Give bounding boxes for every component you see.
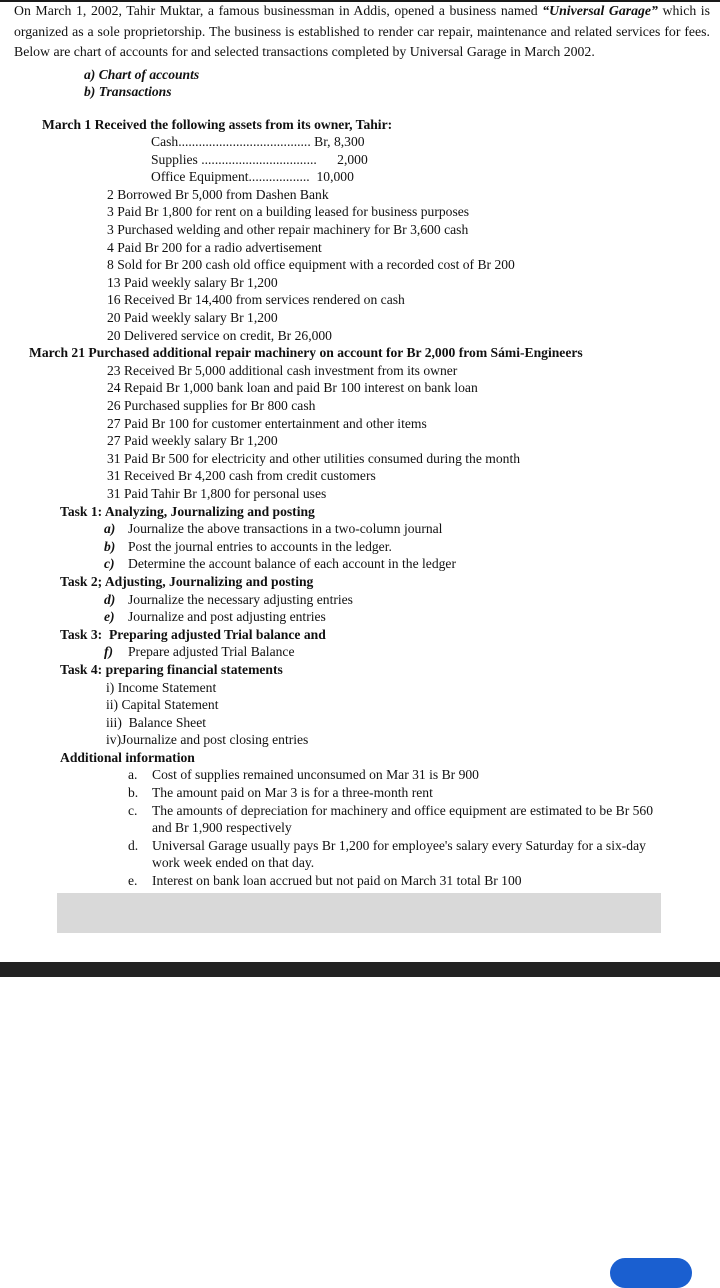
assets-list (151, 133, 710, 186)
task-item: iv)Journalize and post closing entries (106, 732, 309, 748)
additional-info-title: Additional information (60, 749, 195, 765)
item-transactions: b) Transactions (84, 84, 172, 99)
additional-item-text: Cost of supplies remained unconsumed on Mar 31 is Br 900 (152, 767, 479, 783)
task1-list (104, 520, 710, 573)
additional-item-label: e. (128, 873, 138, 889)
task-item (104, 591, 710, 609)
task-item (104, 520, 710, 538)
additional-item-text: Interest on bank loan accrued but not paid on March 31 total Br 100 (152, 873, 522, 889)
task-item (104, 608, 710, 626)
task-item-text: Post the journal entries to accounts in the ledger. (128, 538, 392, 554)
task-item-text: Journalize and post adjusting entries (128, 609, 326, 625)
business-name: “Universal Garage” (542, 3, 658, 18)
transactions-list-a (107, 186, 710, 344)
task-item-label: f) (104, 644, 114, 660)
task-item (104, 538, 710, 556)
task-item-label: b) (104, 538, 116, 554)
transaction-item: 27 Paid Br 100 for customer entertainment and other items (107, 415, 427, 431)
transaction-item: 27 Paid weekly salary Br 1,200 (107, 433, 278, 449)
additional-item-text: Universal Garage usually pays Br 1,200 for employee's salary every Saturday for a six-day work week ended on that day. (152, 837, 646, 871)
additional-item (128, 872, 674, 890)
transaction-item: 31 Paid Br 500 for electricity and other utilities consumed during the month (107, 450, 521, 466)
transaction-item: 3 Purchased welding and other repair machinery for Br 3,600 cash (107, 222, 469, 238)
task-item-label: d) (104, 591, 116, 607)
transaction-item: 31 Paid Tahir Br 1,800 for personal uses (107, 485, 327, 501)
transaction-item: 2 Borrowed Br 5,000 from Dashen Bank (107, 186, 329, 202)
task2-list (104, 591, 710, 626)
section-list (84, 66, 710, 101)
task2-title: Task 2; Adjusting, Journalizing and posting (60, 573, 314, 589)
asset-name: Supplies .................................. (151, 151, 317, 167)
transaction-item: 13 Paid weekly salary Br 1,200 (107, 274, 278, 290)
asset-row (151, 151, 710, 169)
intro-text-1: On March 1, 2002, Tahir Muktar, a famous businessman in Addis, opened a business named (14, 3, 543, 18)
task-item-text: Journalize the above transactions in a two-column journal (128, 521, 443, 537)
selection-highlight (57, 893, 661, 933)
march21-transaction: March 21 Purchased additional repair machinery on account for Br 2,000 from Sámi-Engineers (29, 345, 583, 361)
task-item-text: Determine the account balance of each account in the ledger (128, 556, 456, 572)
task-item-label: e) (104, 609, 115, 625)
task-item-label: c) (104, 556, 115, 572)
task3-title: Task 3: Preparing adjusted Trial balance and (60, 626, 326, 642)
task-item (104, 643, 710, 661)
asset-name: Office Equipment.................. (151, 169, 310, 185)
transaction-item: 16 Received Br 14,400 from services rendered on cash (107, 292, 405, 308)
task-item: ii) Capital Statement (106, 697, 219, 713)
additional-item (128, 766, 674, 784)
task1-title: Task 1: Analyzing, Journalizing and posting (60, 503, 315, 519)
transaction-item: 31 Received Br 4,200 cash from credit customers (107, 468, 376, 484)
march1-heading: March 1 Received the following assets from its owner, Tahir: (42, 116, 393, 132)
transaction-item: 24 Repaid Br 1,000 bank loan and paid Br 100 interest on bank loan (107, 380, 478, 396)
additional-info-list (128, 766, 674, 889)
task-item (104, 555, 710, 573)
intro-text-2: which is organized as a sole proprietorship. The business is established to render car repair, maintenance and related services for fees. Below are chart of accounts for and selected transactions completed by Universal Garage in March 2002. (14, 3, 710, 59)
item-chart-of-accounts: a) Chart of accounts (84, 66, 200, 82)
task-item-text: Journalize the necessary adjusting entries (128, 591, 353, 607)
asset-value: 10,000 (309, 169, 354, 185)
transaction-item: 23 Received Br 5,000 additional cash investment from its owner (107, 362, 458, 378)
additional-item-label: d. (128, 837, 139, 853)
additional-item-text: The amount paid on Mar 3 is for a three-month rent (152, 785, 433, 801)
task-item-label: a) (104, 521, 116, 537)
task4-title: Task 4: preparing financial statements (60, 661, 283, 677)
task-item-text: Prepare adjusted Trial Balance (128, 644, 295, 660)
document-page (14, 1, 710, 890)
task3-list (104, 643, 710, 661)
asset-value: Br, 8,300 (310, 134, 365, 150)
task4-list (106, 679, 710, 749)
transaction-item: 26 Purchased supplies for Br 800 cash (107, 398, 316, 413)
asset-value: 2,000 (316, 151, 368, 167)
additional-item (128, 784, 674, 802)
asset-name: Cash....................................... (151, 134, 311, 150)
transactions-list-b (107, 362, 710, 503)
transaction-item: 4 Paid Br 200 for a radio advertisement (107, 239, 322, 255)
additional-item (128, 837, 674, 872)
additional-item (128, 802, 674, 837)
transaction-item: 20 Paid weekly salary Br 1,200 (107, 310, 278, 326)
intro-paragraph (14, 1, 710, 63)
additional-item-label: c. (128, 802, 138, 818)
transaction-item: 20 Delivered service on credit, Br 26,000 (107, 327, 332, 343)
asset-row (151, 168, 710, 186)
floating-action-button[interactable] (610, 1258, 692, 1288)
transaction-item: 8 Sold for Br 200 cash old office equipment with a recorded cost of Br 200 (107, 257, 515, 273)
additional-item-label: a. (128, 767, 138, 783)
asset-row (151, 133, 710, 151)
bottom-divider-bar (0, 962, 720, 977)
additional-item-text: The amounts of depreciation for machinery and office equipment are estimated to be Br 560 and Br 1,900 respectively (152, 802, 654, 836)
task-item: iii) Balance Sheet (106, 714, 207, 730)
transaction-item: 3 Paid Br 1,800 for rent on a building leased for business purposes (107, 204, 470, 220)
task-item: i) Income Statement (106, 679, 217, 695)
additional-item-label: b. (128, 785, 139, 801)
